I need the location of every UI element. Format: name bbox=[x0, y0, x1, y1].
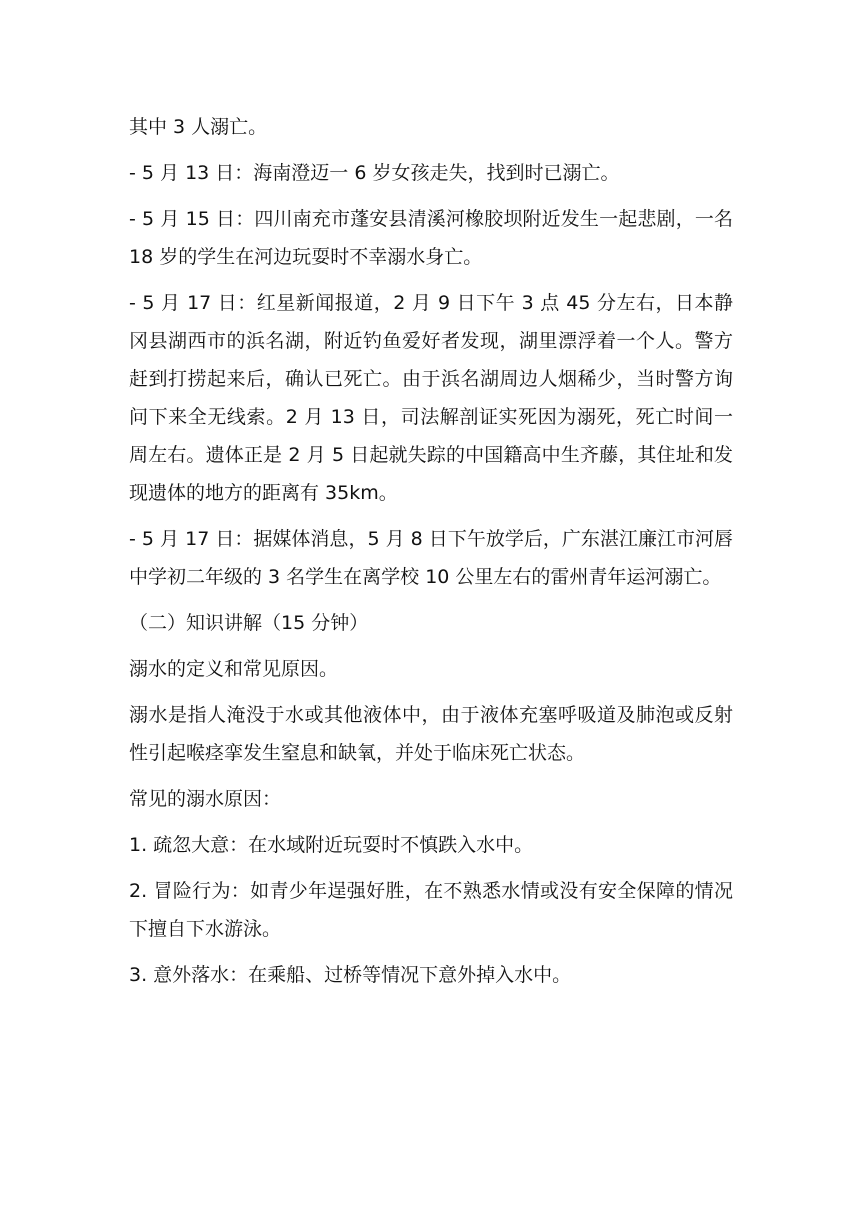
document-body bbox=[129, 108, 733, 1002]
paragraph-definition: 溺水是指人淹没于水或其他液体中，由于液体充塞呼吸道及肺泡或反射性引起喉痉挛发生窒息和缺氧，并处于临床死亡状态。 bbox=[129, 704, 733, 764]
paragraph-definition-title: 溺水的定义和常见原因。 bbox=[129, 658, 339, 680]
list-item-cause-3: 3. 意外落水：在乘船、过桥等情况下意外掉入水中。 bbox=[129, 964, 572, 986]
section-heading-knowledge: （二）知识讲解（15 分钟） bbox=[129, 612, 369, 634]
paragraph-case-may-17-japan: - 5 月 17 日：红星新闻报道，2 月 9 日下午 3 点 45 分左右，日本静冈县湖西市的浜名湖，附近钓鱼爱好者发现，湖里漂浮着一个人。警方赶到打捞起来后，确认已死亡。由于浜名湖周边人烟稀少，当时警方询问下来全无线索。2 月 13 日，司法解剖证实死因为溺死，死亡时间一周左右。遗体正是 2 月 5 日起就失踪的中国籍高中生齐藤，其住址和发现遗体的地方的距离有 35km。 bbox=[129, 292, 733, 504]
paragraph-case-continuation: 其中 3 人溺亡。 bbox=[129, 116, 268, 138]
paragraph-case-may-15: - 5 月 15 日：四川南充市蓬安县清溪河橡胶坝附近发生一起悲剧，一名 18 岁的学生在河边玩耍时不幸溺水身亡。 bbox=[129, 208, 733, 268]
paragraph-common-causes-title: 常见的溺水原因： bbox=[129, 788, 282, 810]
paragraph-case-may-17-guangdong: - 5 月 17 日：据媒体消息，5 月 8 日下午放学后，广东湛江廉江市河唇中学初二年级的 3 名学生在离学校 10 公里左右的雷州青年运河溺亡。 bbox=[129, 528, 733, 588]
list-item-cause-1: 1. 疏忽大意：在水域附近玩耍时不慎跌入水中。 bbox=[129, 834, 534, 856]
list-item-cause-2: 2. 冒险行为：如青少年逞强好胜，在不熟悉水情或没有安全保障的情况下擅自下水游泳。 bbox=[129, 880, 733, 940]
paragraph-case-may-13: - 5 月 13 日：海南澄迈一 6 岁女孩走失，找到时已溺亡。 bbox=[129, 162, 620, 184]
